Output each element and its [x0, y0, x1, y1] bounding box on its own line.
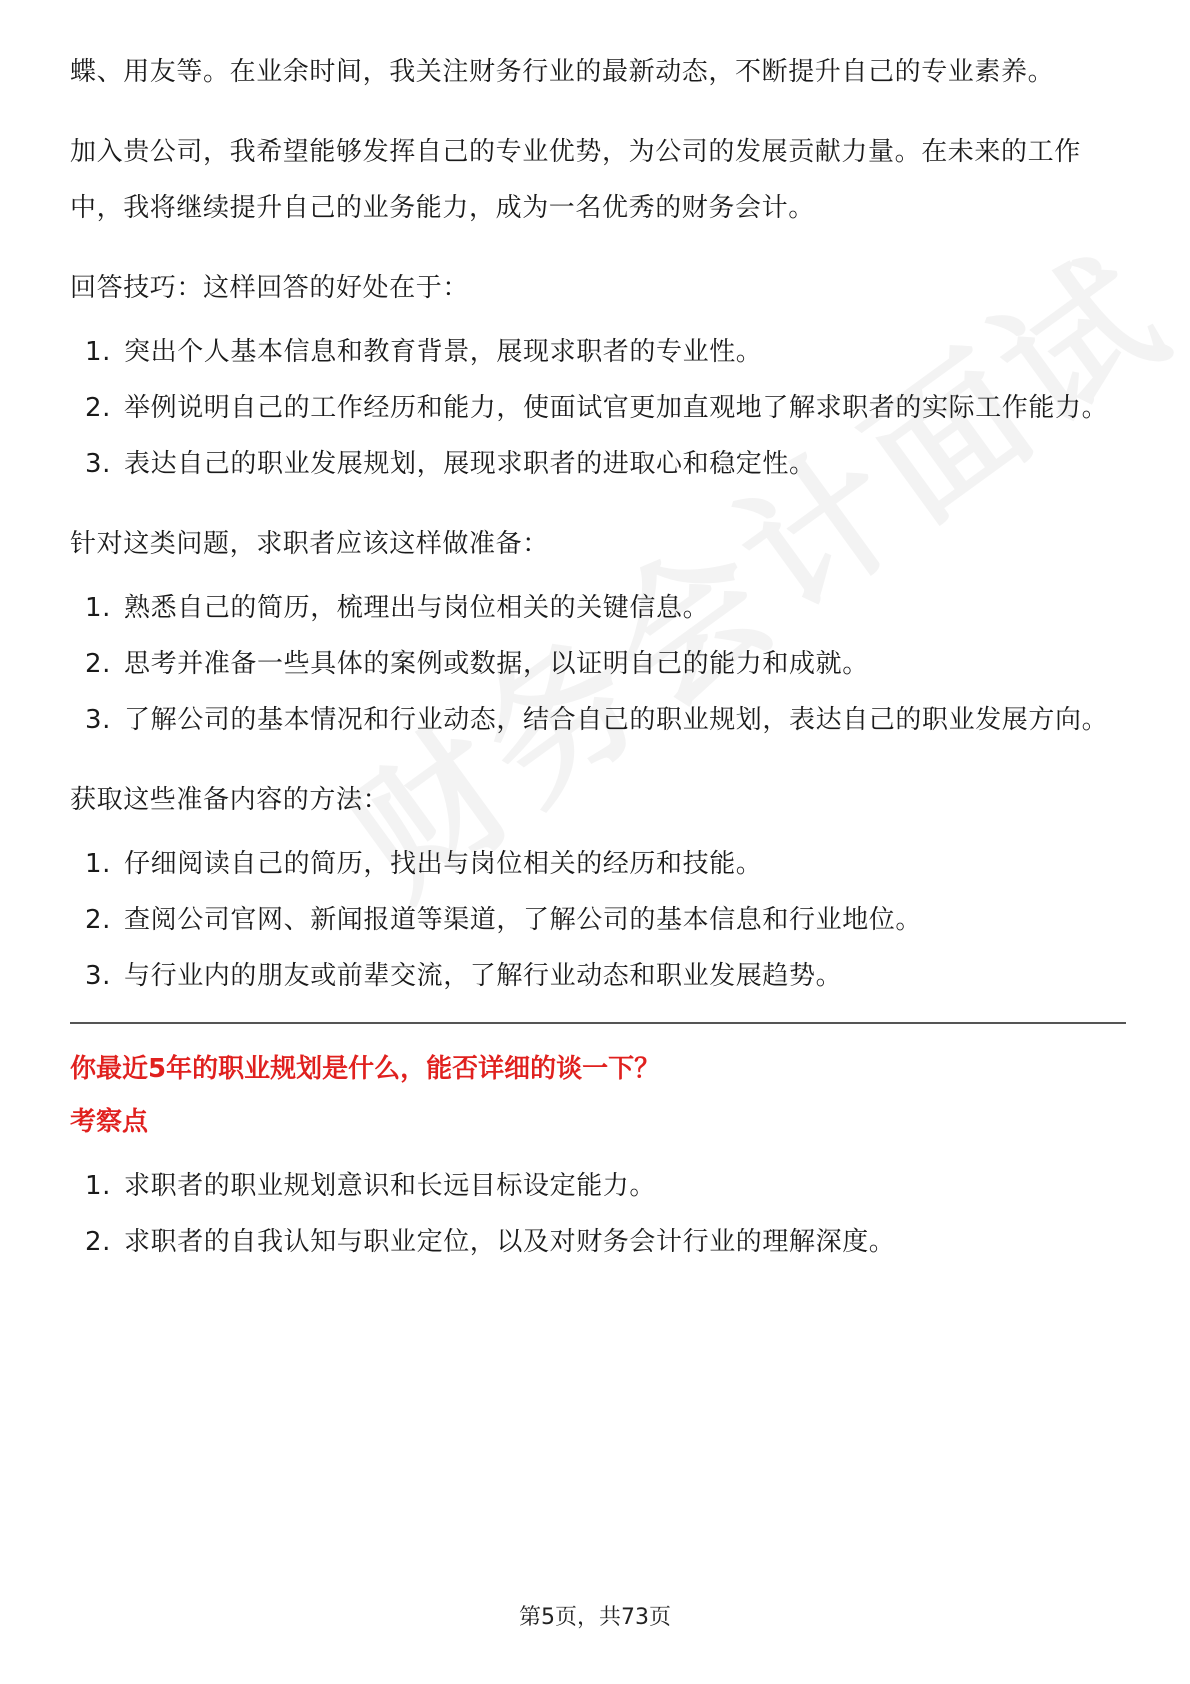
list-item: 1. 突出个人基本信息和教育背景，展现求职者的专业性。	[85, 337, 763, 367]
paragraph-join-company: 加入贵公司，我希望能够发挥自己的专业优势，为公司的发展贡献力量。在未来的工作中，我将继续提升自己的业务能力，成为一名优秀的财务会计。	[70, 137, 1081, 223]
list-item: 3. 了解公司的基本情况和行业动态，结合自己的职业规划，表达自己的职业发展方向。	[85, 705, 1109, 735]
preparation-list	[70, 580, 1120, 748]
assessment-points-list	[70, 1158, 1120, 1270]
page-content	[70, 44, 1120, 1270]
section-divider	[70, 1022, 1126, 1024]
list-item: 3. 表达自己的职业发展规划，展现求职者的进取心和稳定性。	[85, 449, 816, 479]
list-item: 1. 熟悉自己的简历，梳理出与岗位相关的关键信息。	[85, 593, 710, 623]
list-item: 2. 查阅公司官网、新闻报道等渠道，了解公司的基本信息和行业地位。	[85, 905, 923, 935]
list-item: 2. 求职者的自我认知与职业定位，以及对财务会计行业的理解深度。	[85, 1227, 896, 1257]
paragraph-answer-tips: 回答技巧：这样回答的好处在于：	[70, 273, 470, 303]
list-item: 1. 求职者的职业规划意识和长远目标设定能力。	[85, 1171, 657, 1201]
list-item: 3. 与行业内的朋友或前辈交流，了解行业动态和职业发展趋势。	[85, 961, 843, 991]
question-title: 你最近5年的职业规划是什么，能否详细的谈一下？	[70, 1054, 661, 1084]
page-number: 第5页，共73页	[519, 1605, 671, 1630]
paragraph-software-skills: 蝶、用友等。在业余时间，我关注财务行业的最新动态，不断提升自己的专业素养。	[70, 57, 1055, 87]
list-item: 2. 举例说明自己的工作经历和能力，使面试官更加直观地了解求职者的实际工作能力。	[85, 393, 1109, 423]
paragraph-methods: 获取这些准备内容的方法：	[70, 785, 390, 815]
paragraph-preparation: 针对这类问题，求职者应该这样做准备：	[70, 529, 549, 559]
list-item: 1. 仔细阅读自己的简历，找出与岗位相关的经历和技能。	[85, 849, 763, 879]
question-subhead: 考察点	[70, 1107, 149, 1137]
answer-benefits-list	[70, 324, 1120, 492]
list-item: 2. 思考并准备一些具体的案例或数据，以证明自己的能力和成就。	[85, 649, 869, 679]
methods-list	[70, 836, 1120, 1004]
